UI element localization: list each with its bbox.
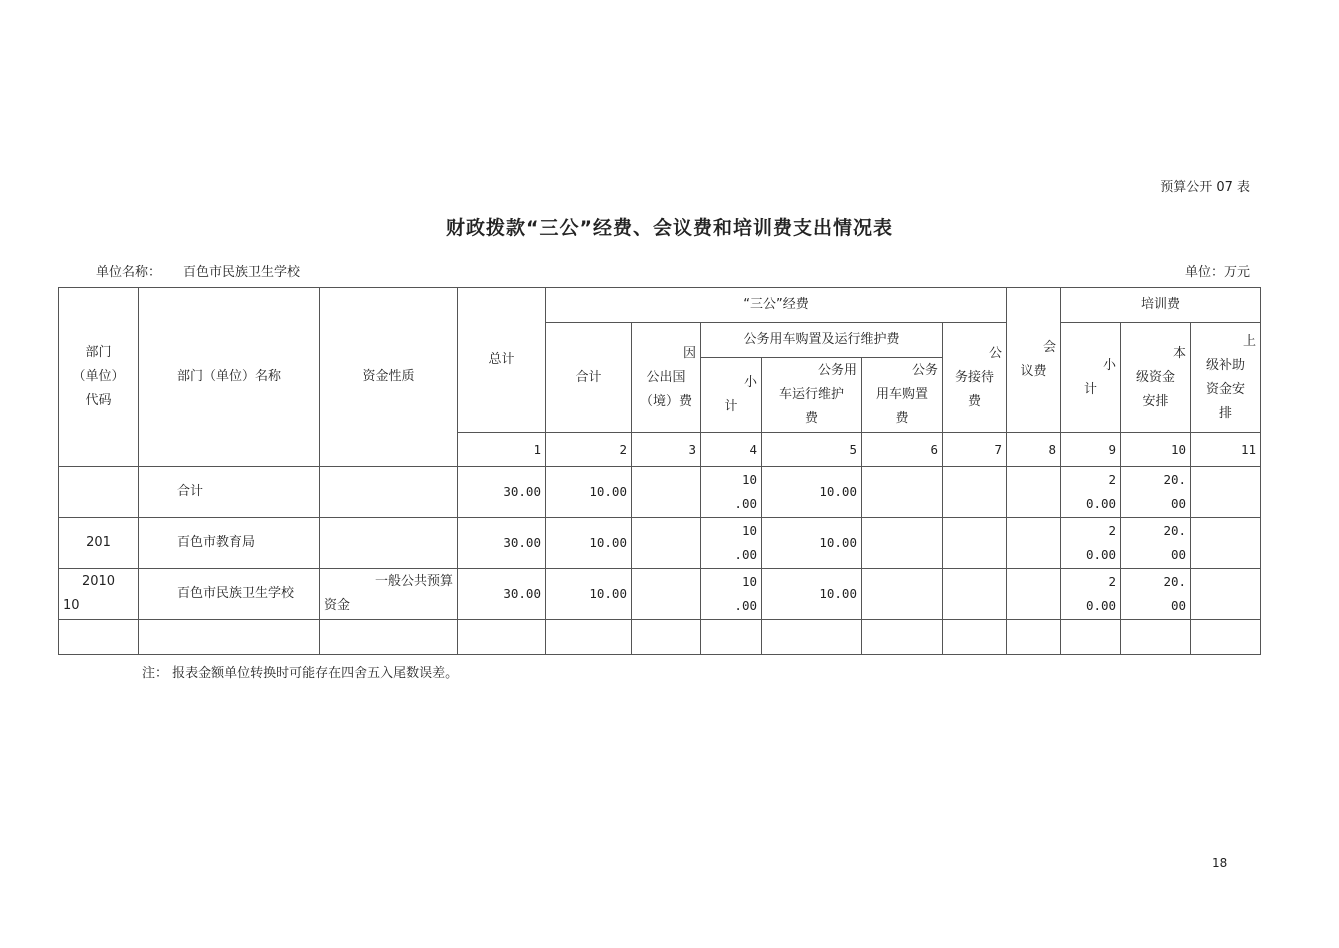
header-total: 总计	[458, 288, 546, 433]
cell-vehicle-purchase	[862, 569, 943, 620]
header-fund-type: 资金性质	[320, 288, 458, 467]
header-vehicle: 公务用车购置及运行维护费	[701, 323, 943, 358]
cell-fund: 一般公共预算 资金	[320, 569, 458, 620]
cell-vehicle-subtotal: 10 .00	[701, 518, 762, 569]
cell-vehicle-operation: 10.00	[762, 569, 862, 620]
column-index: 2	[546, 433, 632, 467]
column-index: 9	[1061, 433, 1121, 467]
header-vehicle-subtotal: 小 计	[701, 358, 762, 433]
cell-overseas	[632, 518, 701, 569]
header-sangong: “三公”经费	[546, 288, 1007, 323]
footnote: 注： 报表金额单位转换时可能存在四舍五入尾数误差。	[142, 666, 459, 681]
cell-total: 30.00	[458, 467, 546, 518]
cell-training-subtotal: 2 0.00	[1061, 467, 1121, 518]
cell-training-subsidy	[1191, 467, 1261, 518]
cell-reception	[943, 467, 1007, 518]
column-index: 8	[1007, 433, 1061, 467]
header-meeting: 会 议费	[1007, 288, 1061, 433]
cell-total: 30.00	[458, 569, 546, 620]
header-training-local: 本 级资金 安排	[1121, 323, 1191, 433]
table-row	[59, 569, 1261, 620]
cell-vehicle-operation: 10.00	[762, 467, 862, 518]
cell-name: 合计	[139, 467, 320, 518]
cell-total: 30.00	[458, 518, 546, 569]
cell-sangong-total: 10.00	[546, 518, 632, 569]
column-index: 10	[1121, 433, 1191, 467]
cell-fund	[320, 467, 458, 518]
cell-code: 2010 10	[59, 569, 139, 620]
cell-meeting	[1007, 518, 1061, 569]
header-vehicle-purchase: 公务 用车购置 费	[862, 358, 943, 433]
column-index: 6	[862, 433, 943, 467]
header-training-subsidy: 上 级补助 资金安 排	[1191, 323, 1261, 433]
cell-training-local: 20. 00	[1121, 518, 1191, 569]
cell-vehicle-subtotal: 10 .00	[701, 569, 762, 620]
column-index: 11	[1191, 433, 1261, 467]
page-number: 18	[1212, 856, 1228, 870]
cell-vehicle-purchase	[862, 467, 943, 518]
header-training-subtotal: 小 计	[1061, 323, 1121, 433]
cell-training-subsidy	[1191, 569, 1261, 620]
header-vehicle-operation: 公务用 车运行维护 费	[762, 358, 862, 433]
cell-meeting	[1007, 467, 1061, 518]
cell-training-subtotal: 2 0.00	[1061, 569, 1121, 620]
cell-meeting	[1007, 569, 1061, 620]
cell-vehicle-operation: 10.00	[762, 518, 862, 569]
unit-name-value: 百色市民族卫生学校	[183, 265, 301, 280]
header-dept-code: 部门 （单位） 代码	[59, 288, 139, 467]
budget-table	[58, 287, 1261, 655]
cell-name: 百色市民族卫生学校	[139, 569, 320, 620]
table-row-empty	[59, 620, 1261, 655]
cell-sangong-total: 10.00	[546, 569, 632, 620]
table-row	[59, 467, 1261, 518]
cell-code	[59, 467, 139, 518]
cell-code: 201	[59, 518, 139, 569]
cell-training-subtotal: 2 0.00	[1061, 518, 1121, 569]
page-title: 财政拨款“三公”经费、会议费和培训费支出情况表	[446, 217, 893, 239]
cell-name: 百色市教育局	[139, 518, 320, 569]
header-row	[59, 288, 1261, 323]
header-overseas: 因 公出国 （境）费	[632, 323, 701, 433]
header-dept-name: 部门（单位）名称	[139, 288, 320, 467]
header-reception: 公 务接待 费	[943, 323, 1007, 433]
column-index: 1	[458, 433, 546, 467]
cell-reception	[943, 569, 1007, 620]
column-index: 4	[701, 433, 762, 467]
cell-training-local: 20. 00	[1121, 467, 1191, 518]
form-number: 预算公开 07 表	[1160, 180, 1250, 195]
cell-overseas	[632, 569, 701, 620]
cell-vehicle-purchase	[862, 518, 943, 569]
cell-sangong-total: 10.00	[546, 467, 632, 518]
cell-training-subsidy	[1191, 518, 1261, 569]
header-training: 培训费	[1061, 288, 1261, 323]
cell-training-local: 20. 00	[1121, 569, 1191, 620]
unit-name-label: 单位名称：	[96, 265, 162, 280]
money-unit-label: 单位：万元	[1184, 265, 1250, 280]
table-row	[59, 518, 1261, 569]
cell-reception	[943, 518, 1007, 569]
column-index: 3	[632, 433, 701, 467]
column-index: 7	[943, 433, 1007, 467]
column-index: 5	[762, 433, 862, 467]
cell-vehicle-subtotal: 10 .00	[701, 467, 762, 518]
cell-fund	[320, 518, 458, 569]
cell-overseas	[632, 467, 701, 518]
header-sangong-total: 合计	[546, 323, 632, 433]
